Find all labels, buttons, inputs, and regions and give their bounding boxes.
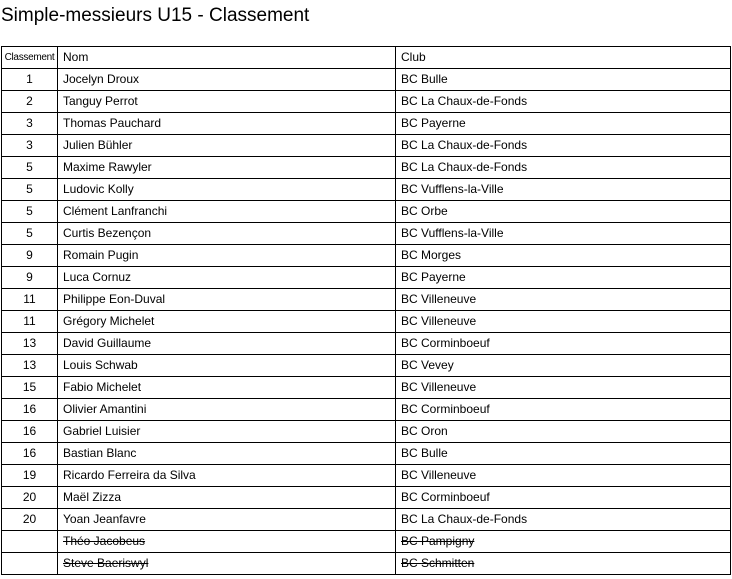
club-cell <box>396 553 731 575</box>
table-row <box>2 245 731 267</box>
club-cell <box>396 91 731 113</box>
table-row <box>2 113 731 135</box>
rank-cell: 5 <box>2 157 58 179</box>
table-row <box>2 355 731 377</box>
table-row <box>2 311 731 333</box>
table-row-withdrawn <box>2 553 731 575</box>
player-name: Tanguy Perrot <box>63 94 138 108</box>
table-row <box>2 377 731 399</box>
club-name: BC La Chaux-de-Fonds <box>401 160 528 174</box>
rank-cell: 15 <box>2 377 58 399</box>
club-name: BC Villeneuve <box>401 314 477 328</box>
table-row <box>2 487 731 509</box>
club-name: BC Vufflens-la-Ville <box>401 226 504 240</box>
column-header-club: Club <box>396 47 731 69</box>
rank-cell: 16 <box>2 399 58 421</box>
club-cell <box>396 245 731 267</box>
rank-cell: 11 <box>2 289 58 311</box>
player-name-cell <box>58 443 396 465</box>
table-row <box>2 465 731 487</box>
player-name-cell <box>58 245 396 267</box>
table-row <box>2 157 731 179</box>
club-name: BC Payerne <box>401 270 466 284</box>
club-cell <box>396 69 731 91</box>
player-name-cell <box>58 223 396 245</box>
player-name: Ludovic Kolly <box>63 182 134 196</box>
table-row <box>2 201 731 223</box>
player-name: Yoan Jeanfavre <box>63 512 146 526</box>
table-row-withdrawn <box>2 531 731 553</box>
club-cell <box>396 443 731 465</box>
player-name-cell <box>58 289 396 311</box>
table-row <box>2 223 731 245</box>
table-row <box>2 135 731 157</box>
table-row <box>2 399 731 421</box>
rank-cell: 11 <box>2 311 58 333</box>
player-name-cell <box>58 465 396 487</box>
club-cell <box>396 289 731 311</box>
rank-cell: 9 <box>2 267 58 289</box>
club-cell <box>396 355 731 377</box>
player-name-cell <box>58 487 396 509</box>
rank-cell: 2 <box>2 91 58 113</box>
rank-cell: 9 <box>2 245 58 267</box>
rank-cell: 20 <box>2 509 58 531</box>
player-name: Thomas Pauchard <box>63 116 162 130</box>
table-row <box>2 509 731 531</box>
rank-cell: 13 <box>2 333 58 355</box>
club-name: BC Vevey <box>401 358 454 372</box>
table-row <box>2 179 731 201</box>
player-name: Théo Jacobeus <box>63 534 146 548</box>
player-name: Maxime Rawyler <box>63 160 152 174</box>
club-name: BC Villeneuve <box>401 292 477 306</box>
player-name: Gabriel Luisier <box>63 424 141 438</box>
player-name-cell <box>58 377 396 399</box>
player-name: Romain Pugin <box>63 248 139 262</box>
club-name: BC Morges <box>401 248 462 262</box>
table-row <box>2 69 731 91</box>
player-name: Julien Bühler <box>63 138 133 152</box>
player-name-cell <box>58 69 396 91</box>
player-name-cell <box>58 113 396 135</box>
rank-cell: 20 <box>2 487 58 509</box>
rank-cell: 5 <box>2 201 58 223</box>
club-cell <box>396 311 731 333</box>
table-row <box>2 333 731 355</box>
club-cell <box>396 157 731 179</box>
player-name-cell <box>58 201 396 223</box>
rank-cell: 1 <box>2 69 58 91</box>
club-name: BC Villeneuve <box>401 380 477 394</box>
club-name: BC La Chaux-de-Fonds <box>401 138 528 152</box>
club-cell <box>396 267 731 289</box>
rank-cell <box>2 531 58 553</box>
player-name-cell <box>58 399 396 421</box>
player-name-cell <box>58 267 396 289</box>
rank-cell: 13 <box>2 355 58 377</box>
club-name: BC Payerne <box>401 116 466 130</box>
table-row <box>2 267 731 289</box>
player-name-cell <box>58 311 396 333</box>
club-cell <box>396 399 731 421</box>
column-header-rank: Classement <box>2 47 58 69</box>
club-name: BC Pampigny <box>401 534 475 548</box>
table-header-row <box>2 47 731 69</box>
table-row <box>2 91 731 113</box>
club-cell <box>396 531 731 553</box>
club-name: BC Villeneuve <box>401 468 477 482</box>
club-cell <box>396 135 731 157</box>
player-name: Olivier Amantini <box>63 402 147 416</box>
player-name-cell <box>58 157 396 179</box>
table-row <box>2 443 731 465</box>
club-cell <box>396 333 731 355</box>
player-name: Bastian Blanc <box>63 446 137 460</box>
rank-cell: 3 <box>2 113 58 135</box>
player-name-cell <box>58 179 396 201</box>
club-cell <box>396 487 731 509</box>
club-name: BC La Chaux-de-Fonds <box>401 512 528 526</box>
table-row <box>2 289 731 311</box>
club-name: BC Corminboeuf <box>401 402 490 416</box>
club-cell <box>396 509 731 531</box>
club-cell <box>396 465 731 487</box>
player-name-cell <box>58 509 396 531</box>
rank-cell: 5 <box>2 179 58 201</box>
club-name: BC Bulle <box>401 446 448 460</box>
club-cell <box>396 201 731 223</box>
column-header-name: Nom <box>58 47 396 69</box>
rank-cell: 3 <box>2 135 58 157</box>
player-name: Curtis Bezençon <box>63 226 152 240</box>
player-name: Fabio Michelet <box>63 380 142 394</box>
ranking-body <box>2 69 731 575</box>
club-cell <box>396 377 731 399</box>
club-cell <box>396 223 731 245</box>
ranking-table <box>1 46 731 575</box>
rank-cell: 16 <box>2 443 58 465</box>
player-name-cell <box>58 91 396 113</box>
player-name-cell <box>58 333 396 355</box>
club-name: BC Orbe <box>401 204 448 218</box>
player-name-cell <box>58 531 396 553</box>
rank-cell: 16 <box>2 421 58 443</box>
player-name: Steve Baeriswyl <box>63 556 149 570</box>
player-name: Maël Zizza <box>63 490 122 504</box>
player-name-cell <box>58 355 396 377</box>
player-name: Clément Lanfranchi <box>63 204 168 218</box>
player-name: Jocelyn Droux <box>63 72 140 86</box>
table-row <box>2 421 731 443</box>
club-cell <box>396 421 731 443</box>
club-name: BC Schmitten <box>401 556 475 570</box>
player-name: Louis Schwab <box>63 358 138 372</box>
club-name: BC Corminboeuf <box>401 490 490 504</box>
player-name-cell <box>58 421 396 443</box>
player-name: David Guillaume <box>63 336 152 350</box>
club-cell <box>396 113 731 135</box>
player-name: Ricardo Ferreira da Silva <box>63 468 196 482</box>
club-name: BC Oron <box>401 424 448 438</box>
player-name-cell <box>58 553 396 575</box>
club-name: BC Vufflens-la-Ville <box>401 182 504 196</box>
rank-cell <box>2 553 58 575</box>
page-title: Simple-messieurs U15 - Classement <box>1 5 310 26</box>
player-name: Grégory Michelet <box>63 314 155 328</box>
club-name: BC Corminboeuf <box>401 336 490 350</box>
club-name: BC La Chaux-de-Fonds <box>401 94 528 108</box>
rank-cell: 5 <box>2 223 58 245</box>
club-name: BC Bulle <box>401 72 448 86</box>
player-name: Luca Cornuz <box>63 270 132 284</box>
player-name-cell <box>58 135 396 157</box>
player-name: Philippe Eon-Duval <box>63 292 166 306</box>
club-cell <box>396 179 731 201</box>
rank-cell: 19 <box>2 465 58 487</box>
